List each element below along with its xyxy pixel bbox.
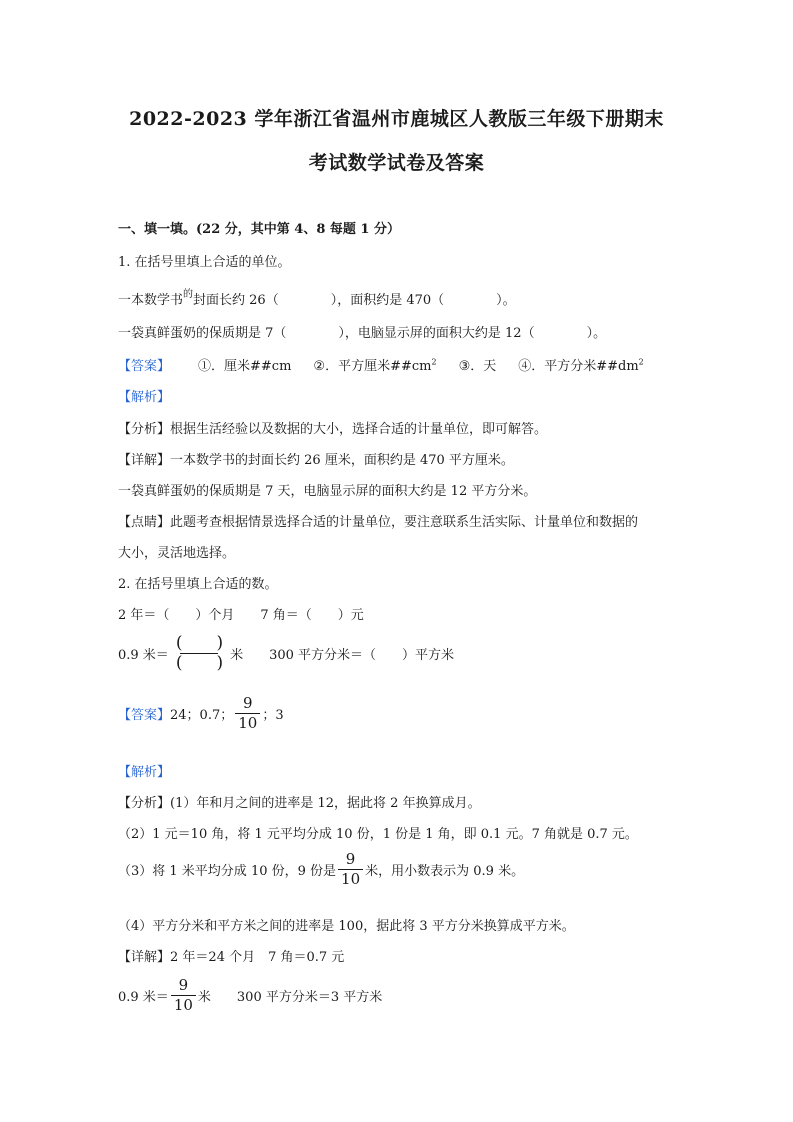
q2-fenxi-2: （2）1 元＝10 角，将 1 元平均分成 10 份，1 份是 1 角，即 0.1 元。7 角就是 0.7 元。 <box>118 827 638 842</box>
q2-line-b-part1: 0.9 米＝ <box>118 648 169 663</box>
answer-fraction-denominator: 10 <box>235 713 260 731</box>
q1-xiangjie-2: 一袋真鲜蛋奶的保质期是 7 天，电脑显示屏的面积大约是 12 平方分米。 <box>118 484 537 499</box>
q2-xiangjie-1-text: 2 年＝24 个月 7 角＝0.7 元 <box>170 950 345 965</box>
blank-fraction <box>172 634 227 673</box>
q2-fenxi-3 <box>118 852 524 887</box>
answer-fraction-numerator: 9 <box>243 694 253 712</box>
q2-analysis-tag: 【解析】 <box>118 765 171 780</box>
q2-fenxi-4: （4）平方分米和平方米之间的进率是 100，据此将 3 平方分米换算成平方米。 <box>118 919 575 934</box>
xiangjie-fraction-numerator: 9 <box>178 976 189 994</box>
xiangjie-fraction-denominator: 10 <box>171 995 196 1013</box>
q1-dianjing-2: 大小，灵活地选择。 <box>118 546 236 561</box>
xiangjie-tag: 【详解】 <box>118 950 171 965</box>
q1-dianjing-text: 此题考查根据情景选择合适的计量单位，要注意联系生活实际、计量单位和数据的 <box>170 515 639 530</box>
fenxi-fraction-denominator: 10 <box>338 869 363 887</box>
q1-answer-4: ④．平方分米##dm <box>518 359 639 374</box>
answer-fraction <box>235 696 260 731</box>
q1-answer-3: ③．天 <box>458 359 497 374</box>
q1-answer <box>118 355 644 374</box>
q1-answer-1: ①．厘米##cm <box>198 359 292 374</box>
q2-xiangjie-2 <box>118 978 382 1013</box>
q1-stem: 1. 在括号里填上合适的单位。 <box>118 255 291 270</box>
q2-fenxi-3-part1: （3）将 1 米平均分成 10 份，9 份是 <box>118 864 337 879</box>
fenxi-tag: 【分析】 <box>118 796 171 811</box>
section-heading: 一、填一填。(22 分，其中第 4、8 每题 1 分） <box>118 222 401 237</box>
q1-line-a <box>118 289 516 308</box>
q1-dianjing <box>118 511 638 530</box>
q1-xiangjie-text: 一本数学书的封面长约 26 厘米，面积约是 470 平方厘米。 <box>170 453 514 468</box>
document-title-line1: 2022-2023 学年浙江省温州市鹿城区人教版三年级下册期末 <box>129 108 664 130</box>
fenxi-fraction-numerator: 9 <box>345 850 356 868</box>
fenxi-fraction <box>338 852 363 887</box>
xiangjie-fraction <box>171 978 196 1013</box>
q1-xiangjie <box>118 449 514 468</box>
q2-answer <box>118 696 284 731</box>
answer-tag: 【答案】 <box>118 708 171 723</box>
q2-xiangjie-2-part1: 0.9 米＝ <box>118 990 169 1005</box>
q2-fenxi-1-text: (1）年和月之间的进率是 12，据此将 2 年换算成月。 <box>170 796 481 811</box>
q1-line-a-part2: 封面长约 26（ ），面积约是 470（ ）。 <box>193 293 516 308</box>
q2-fenxi-3-part2: 米，用小数表示为 0.9 米。 <box>365 864 525 879</box>
q1-fenxi <box>118 418 547 437</box>
q2-line-a: 2 年＝（ ）个月 7 角＝（ ）元 <box>118 608 364 623</box>
q1-analysis-tag: 【解析】 <box>118 390 171 405</box>
answer-tag: 【答案】 <box>118 359 171 374</box>
q1-line-a-part1: 一本数学书 <box>118 293 184 308</box>
q2-answer-2: ；3 <box>262 708 284 723</box>
q1-answer-2: ②．平方厘米##cm <box>313 359 432 374</box>
xiangjie-tag: 【详解】 <box>118 453 171 468</box>
dianjing-tag: 【点睛】 <box>118 515 171 530</box>
q2-line-b-part2: 米 300 平方分米＝（ ）平方米 <box>230 648 455 663</box>
q1-fenxi-text: 根据生活经验以及数据的大小，选择合适的计量单位，即可解答。 <box>170 422 548 437</box>
q2-answer-1: 24；0.7； <box>170 708 234 723</box>
q2-fenxi-1 <box>118 792 481 811</box>
blank-fraction-numerator: ( ) <box>175 633 224 653</box>
q2-line-b <box>118 634 454 673</box>
blank-fraction-denominator: ( ) <box>175 653 224 673</box>
q1-answer-2-sup: 2 <box>431 357 437 367</box>
q1-line-a-sup: 的 <box>183 289 194 300</box>
q2-xiangjie-2-part2: 米 300 平方分米＝3 平方米 <box>197 990 383 1005</box>
q2-xiangjie-1 <box>118 946 344 965</box>
fenxi-tag: 【分析】 <box>118 422 171 437</box>
document-title-line2: 考试数学试卷及答案 <box>308 152 485 174</box>
q1-answer-4-sup: 2 <box>638 357 644 367</box>
q2-stem: 2. 在括号里填上合适的数。 <box>118 577 278 592</box>
q1-line-b: 一袋真鲜蛋奶的保质期是 7（ ），电脑显示屏的面积大约是 12（ ）。 <box>118 326 607 341</box>
